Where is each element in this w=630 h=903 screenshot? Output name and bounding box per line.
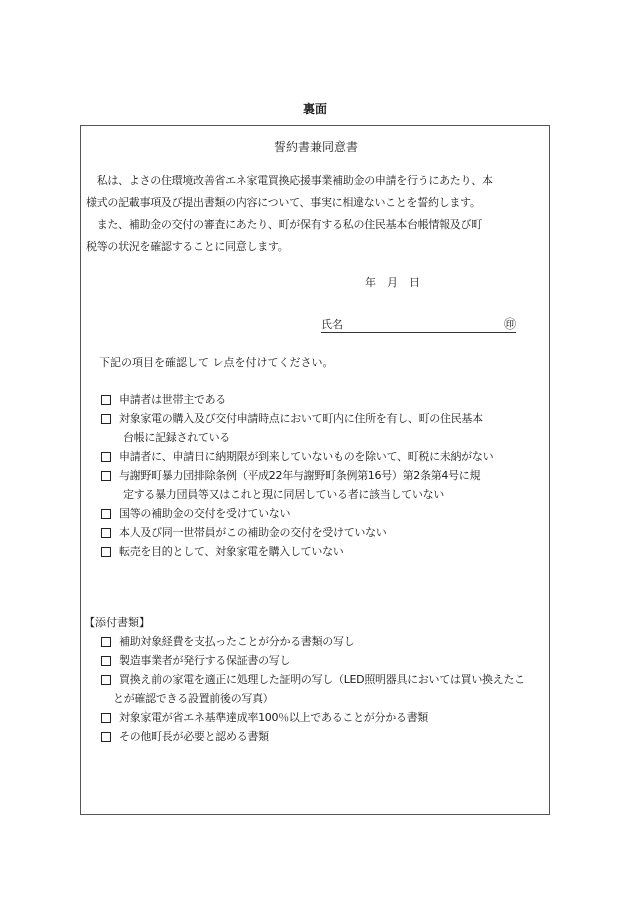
pledge-line: 様式の記載事項及び提出書類の内容について、事実に相違ないことを誓約します。 bbox=[86, 196, 481, 209]
pledge-line: 私は、よさの住環境改善省エネ家電買換応援事業補助金の申請を行うにあたり、本 bbox=[86, 174, 493, 187]
signature-field[interactable] bbox=[321, 314, 516, 333]
attachment-item bbox=[99, 632, 549, 651]
attachment-item-text: 製造事業者が発行する保証書の写し bbox=[119, 654, 291, 667]
checklist-item bbox=[99, 390, 544, 409]
form-title: 誓約書兼同意書 bbox=[273, 140, 358, 154]
attachment-item-text: 補助対象経費を支払ったことが分かる書類の写し bbox=[119, 635, 355, 648]
checkbox[interactable] bbox=[101, 471, 111, 481]
pledge-paragraph bbox=[86, 170, 536, 214]
checklist-item-text: 台帳に記録されている bbox=[123, 431, 230, 444]
checklist-item-text: 国等の補助金の交付を受けていない bbox=[119, 507, 291, 520]
attachments-checklist bbox=[99, 632, 549, 746]
checklist-item-text: 申請者は世帯主である bbox=[119, 393, 226, 406]
checklist-item-text: 転売を目的として、対象家電を購入していない bbox=[119, 545, 344, 558]
attachment-item bbox=[99, 670, 549, 708]
checklist-item-text: 定する暴力団員等又はこれと現に同居している者に該当していない bbox=[123, 488, 444, 501]
attachment-item-text: その他町長が必要と認める書類 bbox=[119, 730, 269, 743]
checklist-item bbox=[99, 504, 544, 523]
consent-line: また、補助金の交付の審査にあたり、町が保有する私の住民基本台帳情報及び町 bbox=[86, 218, 482, 231]
checkbox[interactable] bbox=[101, 675, 111, 685]
checklist-item bbox=[99, 466, 544, 504]
attachment-item bbox=[99, 708, 549, 727]
attachment-item bbox=[99, 727, 549, 746]
checklist-item bbox=[99, 447, 544, 466]
checklist-item bbox=[99, 409, 544, 447]
checklist-item-text: 本人及び同一世帯員がこの補助金の交付を受けていない bbox=[119, 526, 387, 539]
attachment-item-text: とが確認できる設置前後の写真） bbox=[113, 692, 274, 705]
attachment-item bbox=[99, 651, 549, 670]
form-frame bbox=[80, 125, 550, 815]
checkbox[interactable] bbox=[101, 414, 111, 424]
checklist-item-text: 対象家電の購入及び交付申請時点において町内に住所を有し、町の住民基本 bbox=[119, 412, 483, 425]
checkbox[interactable] bbox=[101, 732, 111, 742]
checkbox[interactable] bbox=[101, 547, 111, 557]
checkbox[interactable] bbox=[101, 452, 111, 462]
checkbox[interactable] bbox=[101, 713, 111, 723]
checklist-item-text: 与謝野町暴力団排除条例（平成22年与謝野町条例第16号）第2条第4号に規 bbox=[119, 469, 481, 482]
seal-mark: ㊞ bbox=[503, 317, 516, 331]
checklist-item bbox=[99, 523, 544, 542]
consent-line: 税等の状況を確認することに同意します。 bbox=[86, 240, 289, 253]
instruction-text: 下記の項目を確認して レ点を付けてください。 bbox=[99, 356, 334, 369]
name-label: 氏名 bbox=[321, 318, 343, 331]
checkbox[interactable] bbox=[101, 528, 111, 538]
attachment-item-text: 対象家電が省エネ基準達成率100％以上であることが分かる書類 bbox=[119, 711, 428, 724]
page-label: 裏面 bbox=[302, 102, 327, 116]
consent-paragraph bbox=[86, 214, 536, 258]
checklist-item bbox=[99, 542, 544, 561]
attachments-heading: 【添付書類】 bbox=[84, 616, 150, 629]
checkbox[interactable] bbox=[101, 395, 111, 405]
checkbox[interactable] bbox=[101, 509, 111, 519]
date-field[interactable]: 年 月 日 bbox=[365, 276, 420, 289]
checkbox[interactable] bbox=[101, 637, 111, 647]
confirmation-checklist bbox=[99, 390, 544, 561]
checkbox[interactable] bbox=[101, 656, 111, 666]
checklist-item-text: 申請者に、申請日に納期限が到来していないものを除いて、町税に未納がない bbox=[119, 450, 494, 463]
attachment-item-text: 買換え前の家電を適正に処理した証明の写し（LED照明器具においては買い換えたこ bbox=[119, 673, 525, 686]
